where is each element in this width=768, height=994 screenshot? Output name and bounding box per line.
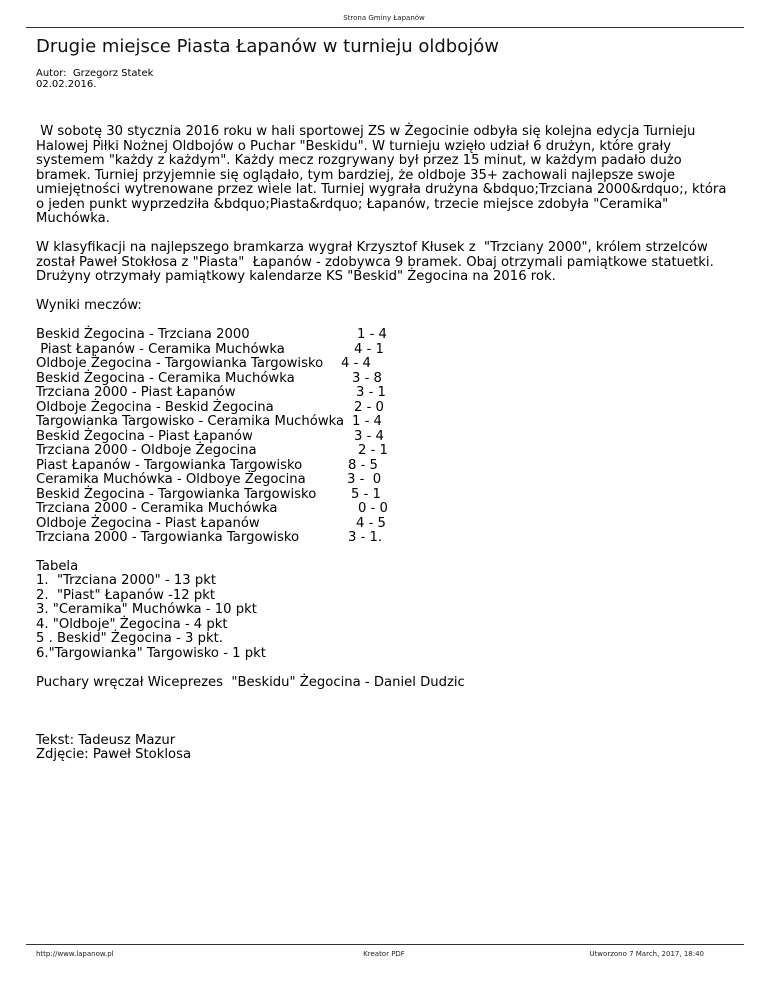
page-header: Strona Gminy Łapanów [343,14,425,22]
article-meta [36,68,153,90]
intro-line: Muchówka. [36,211,110,226]
result-row [36,444,744,459]
result-row [36,531,744,546]
header-divider [26,27,744,28]
awards-line: został Paweł Stokłosa z "Piasta" Łapanów - zdobywca 9 bramek. Obaj otrzymali pamiątkowe statuetki. [36,254,714,270]
result-match: Oldboje Żegocina - Targowianka Targowisko [36,356,324,371]
result-match: Trzciana 2000 - Targowianka Targowisko [36,530,300,545]
standings-row: 3. "Ceramika" Muchówka - 10 pkt [36,602,257,617]
result-row [36,473,744,488]
result-match: Oldboje Żegocina - Piast Łapanów [36,515,260,531]
result-match: Beskid Żegocina - Piast Łapanów [36,428,253,444]
result-score: 4 - 5 [356,515,386,531]
result-match: Beskid Żegocina - Trzciana 2000 [36,327,250,342]
result-row [36,430,744,445]
awards-line: Drużyny otrzymały pamiątkowy kalendarze KS "Beskid" Żegocina na 2016 rok. [36,269,556,284]
result-score: 4 - 4 [341,356,371,371]
result-row [36,415,744,430]
result-score: 3 - 1 [356,385,386,400]
standings-row: 2. "Piast" Łapanów -12 pkt [36,587,215,603]
standings-row: 4. "Oldboje" Żegocina - 4 pkt [36,616,228,632]
article-body [36,125,744,763]
result-score: 3 - 0 [347,472,382,487]
awards-paragraph [36,241,744,285]
result-row [36,517,744,532]
result-row [36,357,744,372]
result-row [36,386,744,401]
trophies-line: Puchary wręczał Wiceprezes "Beskidu" Żegocina - Daniel Dudzic [36,674,465,690]
result-row [36,343,744,358]
result-match: Beskid Żegocina - Ceramika Muchówka [36,370,295,386]
result-row [36,488,744,503]
intro-line: umiejętności wytrenowane przez wiele lat. Turniej wygrała drużyna &bdquo;Trzciana 2000&rdquo;, która [36,182,727,197]
result-score: 1 - 4 [352,414,382,429]
result-score: 3 - 4 [354,428,384,444]
result-match: Piast Łapanów - Targowianka Targowisko [36,457,303,473]
result-match: Trzciana 2000 - Oldboje Żegocina [36,443,257,458]
result-score: 1 - 4 [357,327,387,342]
footer-divider [26,944,744,945]
standings-row: 1. "Trzciana 2000" - 13 pkt [36,573,217,588]
result-score: 3 - 8 [352,370,382,386]
result-row [36,328,744,343]
result-row [36,401,744,416]
result-match: Targowianka Targowisko - Ceramika Muchówka [36,414,345,429]
footer-generator: Kreator PDF [363,950,405,958]
results-heading: Wyniki meczów: [36,298,142,313]
result-match: Oldboje Żegocina - Beskid Żegocina [36,399,274,415]
result-row [36,459,744,474]
result-score: 8 - 5 [348,457,378,473]
intro-line: bramek. Turniej przyjemnie się oglądało, tym bardziej, że oldboje 35+ zachowali najlepsze swoje [36,167,676,183]
standings-heading: Tabela [36,558,79,574]
standings-row: 6."Targowianka" Targowisko - 1 pkt [36,645,266,661]
standings-table [36,560,744,662]
result-score: 2 - 0 [354,399,384,415]
credit-photo: Zdjęcie: Paweł Stoklosa [36,747,192,762]
intro-line: W sobotę 30 stycznia 2016 roku w hali sportowej ZS w Żegocinie odbyła się kolejna edycja Turnieju [36,124,696,139]
result-match: Trzciana 2000 - Ceramika Muchówka [36,501,278,516]
result-match: Beskid Żegocina - Targowianka Targowisko [36,486,317,502]
result-score: 4 - 1 [354,341,384,357]
result-row [36,372,744,387]
article-title: Drugie miejsce Piasta Łapanów w turnieju oldbojów [36,36,499,57]
publish-date: 02.02.2016. [36,79,97,90]
result-row [36,502,744,517]
credit-text: Tekst: Tadeusz Mazur [36,732,176,748]
result-score: 2 - 1 [358,443,388,458]
result-match: Ceramika Muchówka - Oldboye Żegocina [36,472,306,487]
result-score: 0 - 0 [358,501,388,516]
author-line: Autor: Grzegorz Statek [36,68,154,79]
result-match: Trzciana 2000 - Piast Łapanów [36,385,236,400]
footer-created: Utworzono 7 March, 2017, 18:40 [589,950,704,958]
intro-paragraph [36,125,744,227]
results-list [36,328,744,545]
intro-line: Halowej Piłki Nożnej Oldbojów o Puchar "Beskidu". W turnieju wzięło udział 6 drużyn, które grały [36,138,672,154]
result-match: Piast Łapanów - Ceramika Muchówka [36,341,285,357]
intro-line: systemem "każdy z każdym". Każdy mecz rozgrywany był przez 15 minut, w każdym padało dużo [36,153,682,168]
result-score: 3 - 1. [348,530,383,545]
standings-row: 5 . Beskid" Żegocina - 3 pkt. [36,631,223,646]
result-score: 5 - 1 [351,486,381,502]
awards-line: W klasyfikacji na najlepszego bramkarza wygrał Krzysztof Kłusek z "Trzciany 2000", królem strzelców [36,240,708,255]
footer-url[interactable]: http://www.lapanow.pl [36,950,114,958]
intro-line: o jeden punkt wyprzedziła &bdquo;Piasta&rdquo; Łapanów, trzecie miejsce zdobyła "Ceramika" [36,196,669,212]
